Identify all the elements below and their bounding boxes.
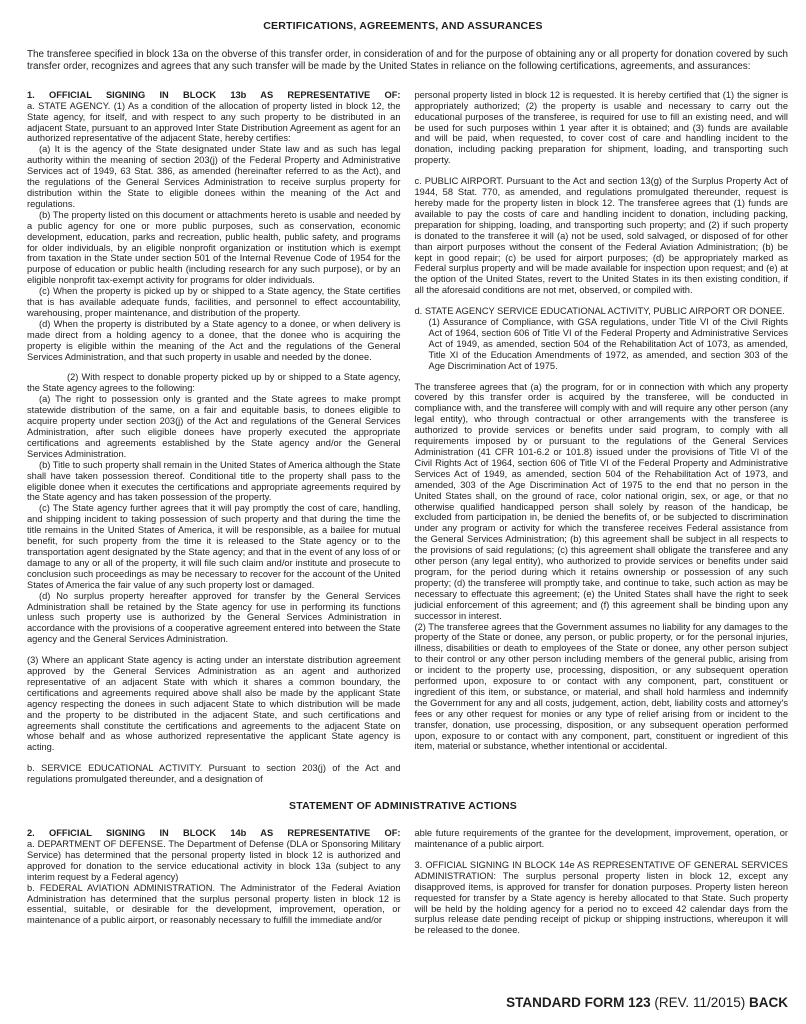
paragraph: (b) The property listed on this document or attachments hereto is usable and needed by a public agency for one or more public purposes, such as conservation, economic development, education, parks and recreation, public health, public safety, and programs for older individuals, by an eligible nonprofit organization or institution which is exempt from taxation in the State under section 501 of the Internal Revenue Code of 1954 for the purpose of education or public health (including research for any such purpose), or by an eligible nonprofit tax-exempt activity for programs for older individuals. bbox=[27, 209, 401, 286]
paragraph: able future requirements of the grantee for the development, improvement, operation, or maintenance of a public airport. bbox=[414, 828, 788, 849]
paragraph: a. STATE AGENCY. (1) As a condition of the allocation of property listed in block 12, the State agency, for itself, and with respect to any such property to be distributed in an adjacent State, pursuant to an approved Inter State Distribution Agreement as agent for an authorized representative of the adjacent State, hereby certifies: bbox=[27, 100, 401, 144]
paragraph: (3) Where an applicant State agency is acting under an interstate distribution agreement approved by the General Services Administration as an agent and authorized representative of an adjacent State with which it shares a common boundary, the certifications and agreements required above shall also be made by the applicant State agency respecting the donees in such adjacent State to which distribution will be made and the property to be distributed in the adjacent State, and such certifications and agreements shall constitute the certifications and agreements to the adjacent State on whose behalf and as whose authorized representative the applicant State agency is acting. bbox=[27, 655, 401, 753]
admin-actions-right-column bbox=[415, 828, 789, 936]
admin-actions-left-column bbox=[27, 828, 401, 936]
paragraph: 2. OFFICIAL SIGNING IN BLOCK 14b AS REPRESENTATIVE OF: bbox=[27, 828, 401, 839]
paragraph: b. SERVICE EDUCATIONAL ACTIVITY. Pursuant to section 203(j) of the Act and regulations promulgated thereunder, and a designation of bbox=[27, 763, 401, 785]
form-footer bbox=[506, 995, 788, 1010]
admin-actions-section bbox=[27, 828, 788, 936]
form-back-label: BACK bbox=[749, 995, 788, 1010]
paragraph: (a) It is the agency of the State designated under State law and as such has legal authority within the meaning of section 203(j) of the Federal Property and Administrative Services act of 1949, 63 Stat. 386, as amended (hereinafter referred to as the Act), and the regulations of the General Services Administration to receive surplus property for distribution within the State to eligible donees within the meaning of the Act and regulations. bbox=[27, 144, 401, 209]
paragraph: a. DEPARTMENT OF DEFENSE. The Department of Defense (DLA or Sponsoring Military Service) has determined that the personal property listed in block 12 is authorized and approved for donation to the service educational activity in block 13a (subject to any interim request by a Federal agency) bbox=[27, 839, 401, 882]
paragraph: b. FEDERAL AVIATION ADMINISTRATION. The Administrator of the Federal Aviation Administration has determined that the surplus personal property listen in block 12 is essential, suitable, or desirable for the development, improvement, operation, or maintenance of a public airport, or reasonably necessary to fulfill the immediate and/or bbox=[27, 882, 401, 926]
certifications-right-column bbox=[415, 90, 789, 785]
admin-actions-header: STATEMENT OF ADMINISTRATIVE ACTIONS bbox=[289, 800, 517, 813]
form-number: STANDARD FORM 123 bbox=[506, 995, 651, 1010]
paragraph: (d) No surplus property hereafter approved for transfer by the General Services Administration shall be retained by the State agency for use in performing its functions unless such property use is authorized by the General Services Administration in accordance with the provisions of a cooperative agreement entered into between the State agency and the General Services Administration. bbox=[27, 590, 401, 645]
certifications-left-column bbox=[27, 90, 401, 785]
paragraph: (a) The right to possession only is granted and the State agrees to make prompt statewide distribution of the same, on a fair and equitable basis, to donees eligible to acquire property under section 203(j) of the Act and regulations of the General Services Administration, after such eligible donees have properly executed the appropriate certifications and agreements established by the State agency and/or the General Services Administration. bbox=[27, 394, 401, 459]
paragraph: (1) Assurance of Compliance, with GSA regulations, under Title VI of the Civil Rights Act of 1964, section 606 of Title VI of the Federal Property and Administrative Services Act of 1949, as amended, section 504 of the Rehabilitation Act of 1073, as amended, Title XI of the Education Amendments of 1972, as amended, and section 303 of the Age Discrimination Act of 1975. bbox=[428, 317, 788, 371]
certifications-section bbox=[27, 90, 788, 785]
certifications-title: CERTIFICATIONS, AGREEMENTS, AND ASSURANCES bbox=[263, 20, 543, 32]
paragraph: 3. OFFICIAL SIGNING IN BLOCK 14e AS REPRESENTATIVE OF GENERAL SERVICES ADMINISTRATION: The surplus personal property listen in block 12, except any disapproved items, is approved for transfer for donation purposes. Property listen hereon requested for transfer by a State agency is hereby allocated to that State. Such property will be held by the holding agency for a period no to exceed 42 calendar days from the surplus release date pending receipt of pickup or shipping instructions, whereupon it will be released to the donee. bbox=[414, 859, 788, 936]
paragraph: (b) Title to such property shall remain in the United States of America although the State shall have taken possession thereof. Conditional title to the property shall pass to the eligible donee when it executes the certifications and appropriate agreements required by the State agency and has taken possession of the property. bbox=[27, 459, 401, 503]
paragraph: c. PUBLIC AIRPORT. Pursuant to the Act and section 13(g) of the Surplus Property Act of 1944, 58 Stat. 770, as amended, and regulations promulgated thereunder, request is hereby made for the property listen in block 12. The transferee agrees that (1) funds are available to pay the costs of care and handling incident to donation, including packing, preparation for shipping, loading, and transporting such property; and (2) if such property is donated to the transferee it will (a) not be used, sold salvaged, or disposed of for other than airport purposes without the consent of the Federal Aviation Administration; (b) be kept in good repair; (c) be used for airport purposes; (d) be appropriately marked as Federal surplus property and will be made available for inspection upon request; and (e) at the option of the United States, revert to the United States in its then existing condition, if all the aforesaid conditions are not met, observed, or compiled with. bbox=[414, 176, 788, 296]
paragraph: (d) When the property is distributed by a State agency to a donee, or when delivery is made direct from a holding agency to a donee, that the donee who is acquiring the property is eligible within the meaning of the Act and the regulations of the General Services Administration, and that such property in usable and needed by the donee. bbox=[27, 318, 401, 362]
form-revision: (REV. 11/2015) bbox=[654, 995, 746, 1010]
paragraph: d. STATE AGENCY SERVICE EDUCATIONAL ACTIVITY, PUBLIC AIRPORT OR DONEE. bbox=[414, 306, 785, 317]
paragraph: (c) When the property is picked up by or shipped to a State agency, the State certifies that is has available adequate funds, facilities, and personnel to effect accountability, warehousing, proper maintenance, and distribution of the property. bbox=[27, 286, 401, 318]
paragraph: 1. OFFICIAL SIGNING IN BLOCK 13b AS REPRESENTATIVE OF: bbox=[27, 89, 401, 100]
paragraph: (2) With respect to donable property picked up by or shipped to a State agency, the State agency agrees to the following: bbox=[27, 372, 401, 394]
paragraph: (2) The transferee agrees that the Government assumes no liability for any damages to the property of the State or donee, any person, or public property, or for the personal injuries, illness, disabilities or death to employees of the State or donee, any other person subject to their control or any other person including members of the general public, arising from or incident to the property use, processing, disposition, or any subsequent operation performed upon, exposure to or contact with any component, part, constituent or ingredient of this item, or substance, or material, and shall hold harmless and indemnify the Government for any and all costs, judgement, action, debt, liability costs and attorney's fees or any other request for monies or any type of relief arising from or incident to the transfer, donation, use processing, disposition, or any subsequent operation performed upon, exposure to or contact with any component, part, constituent or ingredient of this item, material or substance, whether intentional or accidental. bbox=[414, 621, 788, 752]
paragraph: personal property listed in block 12 is requested. It is hereby certified that (1) the signer is appropriately authorized; (2) the property is usable and necessary to carry out the educational purposes of the transferee, is required for use to fill an existing need, and will be used for such purposes within 1 year after it is obtained; and (3) funds are available and will be paid, when requested, to cover cost of care and handling incident to the donation, including packing preparation for shipment, loading, and transporting such property. bbox=[414, 89, 788, 166]
paragraph: (c) The State agency further agrees that it will pay promptly the cost of care, handling, and shipping incident to taking possession of such property and that during the time the title remains in the United States of America, it will be responsible, as a bailee for mutual benefit, for such property from the time it is released to the State agency or to the transportation agent designated by the State agency; and that in the event of any loss of or damage to any or all of the property, it will file such claim and/or institute and prosecute to conclusion such proceedings as may be necessary to recover for the account of the United States of America the fair value of any such property lost or damaged. bbox=[27, 503, 401, 590]
intro-paragraph: The transferee specified in block 13a on the obverse of this transfer order, in consideration of and for the purpose of obtaining any or all property for donation covered by such transfer order, recognizes and agrees that any such transfer will be made by the United States in reliance on the following certifications, agreements, and assurances: bbox=[27, 49, 788, 73]
paragraph: The transferee agrees that (a) the program, for or in connection with which any property covered by this transfer order is acquired by the transferee, will be conducted in compliance with, and the transferee will comply with and will require any other person (any legal entity), who through contractual or other arrangements with the transferee is authorized to provide services or benefits under said program, to comply with all requirements imposed by or pursuant to the regulations of the General Services Administration (41 CFR 101-6.2 or 101.8) issued under the provisions of Title VI of the Civil Rights Act of 1964, section 606 of Title VI of the Federal Property and Administrative Services Act of 1949, as amended, section 504 of the Rehabilitation Act of 1973, and amended, 303 of the Age Discrimination Act of 1975 to the end that no person in the United States shall, on the ground of race, color national origin, sex, or age, or that no otherwise qualified handicapped person shall solely by reason of the handicap, be excluded from participation in, be denied the benefits of, or be subjected to discrimination under any program or activity for which the transferee receives Federal assistance from the General Services Administration; (b) this agreement shall be subject in all respects to the provisions of said regulations; (c) this agreement shall obligate the transferee and any other person (any legal entity), who authorized to provide services or benefits under said program, for the period during which it retains ownership or possession of any such property; (d) the transferee will promptly take, and continue to take, such action as may be necessary to effectuate this agreement; (e) the United States shall have the right to seek judicial enforcement of this agreement; and (f) this agreement shall be binding upon any successor in interest. bbox=[414, 381, 788, 621]
